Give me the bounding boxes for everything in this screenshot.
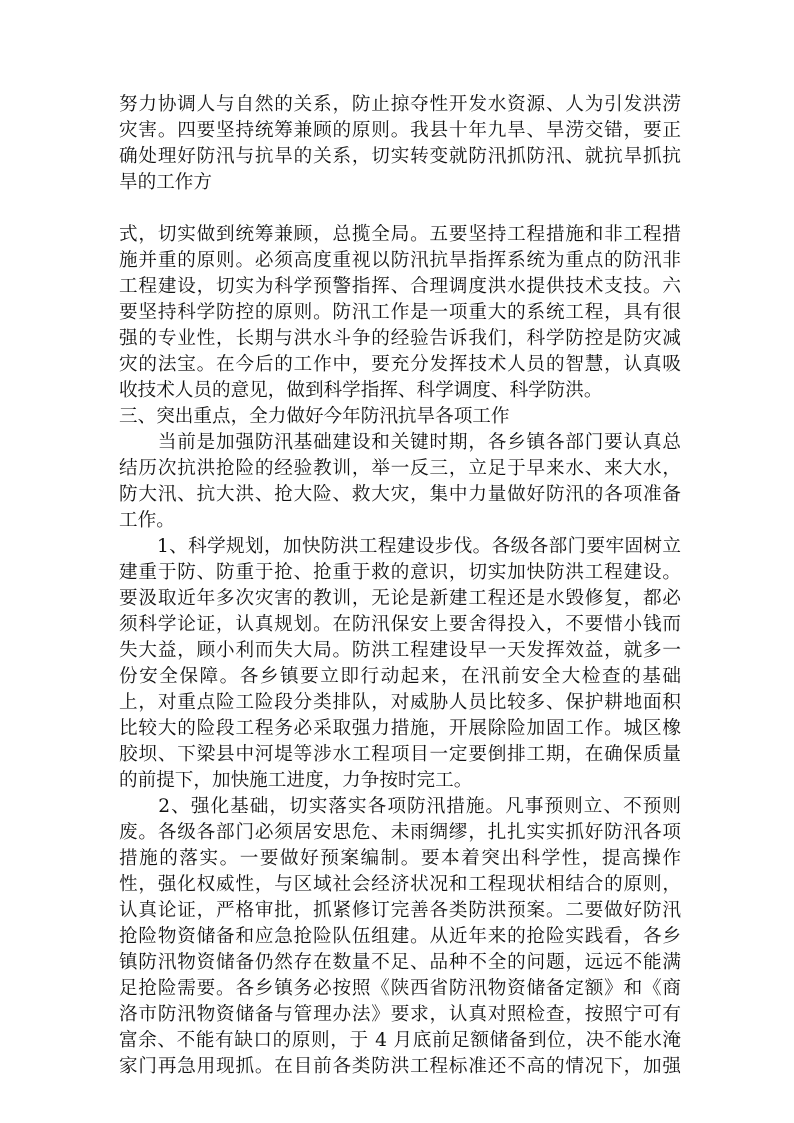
text-line: 措施的落实。一要做好预案编制。要本着突出科学性，提高操作 — [119, 848, 681, 869]
paragraph-block-1 — [119, 92, 681, 196]
text-line: 防大汛、抗大洪、抢大险、救大灾，集中力量做好防汛的各项准备 — [119, 484, 681, 505]
text-line: 镇防汛物资储备仍然存在数量不足、品种不全的问题，远远不能满 — [119, 952, 681, 973]
text-line: 废。各级各部门必须居安思危、未雨绸缪，扎扎实实抓好防汛各项 — [119, 822, 681, 843]
text-line: 灾害。四要坚持统筹兼顾的原则。我县十年九旱、旱涝交错，要正 — [119, 120, 681, 141]
text-line: 上，对重点险工险段分类排队，对威胁人员比较多、保护耕地面积 — [119, 692, 681, 713]
text-line: 确处理好防汛与抗旱的关系，切实转变就防汛抓防汛、就抗旱抓抗 — [119, 146, 681, 167]
text-line: 抢险物资储备和应急抢险队伍组建。从近年来的抢险实践看，各乡 — [119, 926, 681, 947]
text-line: 富余、不能有缺口的原则，于 4 月底前足额储备到位，决不能水淹 — [119, 1030, 681, 1051]
text-line: 性，强化权威性，与区域社会经济状况和工程现状相结合的原则， — [119, 874, 681, 895]
text-line: 要坚持科学防控的原则。防汛工作是一项重大的系统工程，具有很 — [119, 302, 681, 323]
text-line: 灾的法宝。在今后的工作中，要充分发挥技术人员的智慧，认真吸 — [119, 354, 681, 375]
text-line: 洛市防汛物资储备与管理办法》要求，认真对照检查，按照宁可有 — [119, 1004, 681, 1025]
text-line: 收技术人员的意见，做到科学指挥、科学调度、科学防洪。 — [119, 380, 603, 401]
text-line: 家门再急用现抓。在目前各类防洪工程标准还不高的情况下，加强 — [119, 1056, 681, 1077]
page-break-gap — [119, 196, 681, 222]
text-line: 工作。 — [119, 510, 175, 531]
text-line: 式，切实做到统筹兼顾，总揽全局。五要坚持工程措施和非工程措 — [119, 224, 681, 245]
section-heading: 三、突出重点，全力做好今年防汛抗旱各项工作 — [119, 406, 510, 427]
document-page — [119, 92, 681, 1080]
text-line: 强的专业性，长期与洪水斗争的经验告诉我们，科学防控是防灾减 — [119, 328, 681, 349]
text-line: 工程建设，切实为科学预警指挥、合理调度洪水提供技术支技。六 — [119, 276, 681, 297]
paragraph-block-2 — [119, 222, 681, 1080]
text-line: 当前是加强防汛基础建设和关键时期，各乡镇各部门要认真总 — [119, 432, 681, 453]
text-line: 失大益，顾小利而失大局。防洪工程建设早一天发挥效益，就多一 — [119, 640, 681, 661]
text-line: 2、强化基础，切实落实各项防汛措施。凡事预则立、不预则 — [119, 796, 681, 817]
text-line: 建重于防、防重于抢、抢重于救的意识，切实加快防洪工程建设。 — [119, 562, 681, 583]
text-line: 须科学论证，认真规划。在防汛保安上要舍得投入，不要惜小钱而 — [119, 614, 681, 635]
text-line: 旱的工作方 — [119, 172, 212, 193]
text-line: 努力协调人与自然的关系，防止掠夺性开发水资源、人为引发洪涝 — [119, 94, 681, 115]
text-line: 的前提下，加快施工进度，力争按时完工。 — [119, 770, 473, 791]
text-line: 1、科学规划，加快防洪工程建设步伐。各级各部门要牢固树立 — [119, 536, 681, 557]
text-line: 结历次抗洪抢险的经验教训，举一反三，立足于早来水、来大水， — [119, 458, 681, 479]
text-line: 要汲取近年多次灾害的教训，无论是新建工程还是水毁修复，都必 — [119, 588, 681, 609]
text-line: 比较大的险段工程务必采取强力措施，开展除险加固工作。城区橡 — [119, 718, 681, 739]
text-line: 足抢险需要。各乡镇务必按照《陕西省防汛物资储备定额》和《商 — [119, 978, 681, 999]
text-line: 胶坝、下梁县中河堤等涉水工程项目一定要倒排工期，在确保质量 — [119, 744, 681, 765]
text-line: 认真论证，严格审批，抓紧修订完善各类防洪预案。二要做好防汛 — [119, 900, 681, 921]
text-line: 份安全保障。各乡镇要立即行动起来，在汛前安全大检查的基础 — [119, 666, 681, 687]
text-line: 施并重的原则。必须高度重视以防汛抗旱指挥系统为重点的防汛非 — [119, 250, 681, 271]
